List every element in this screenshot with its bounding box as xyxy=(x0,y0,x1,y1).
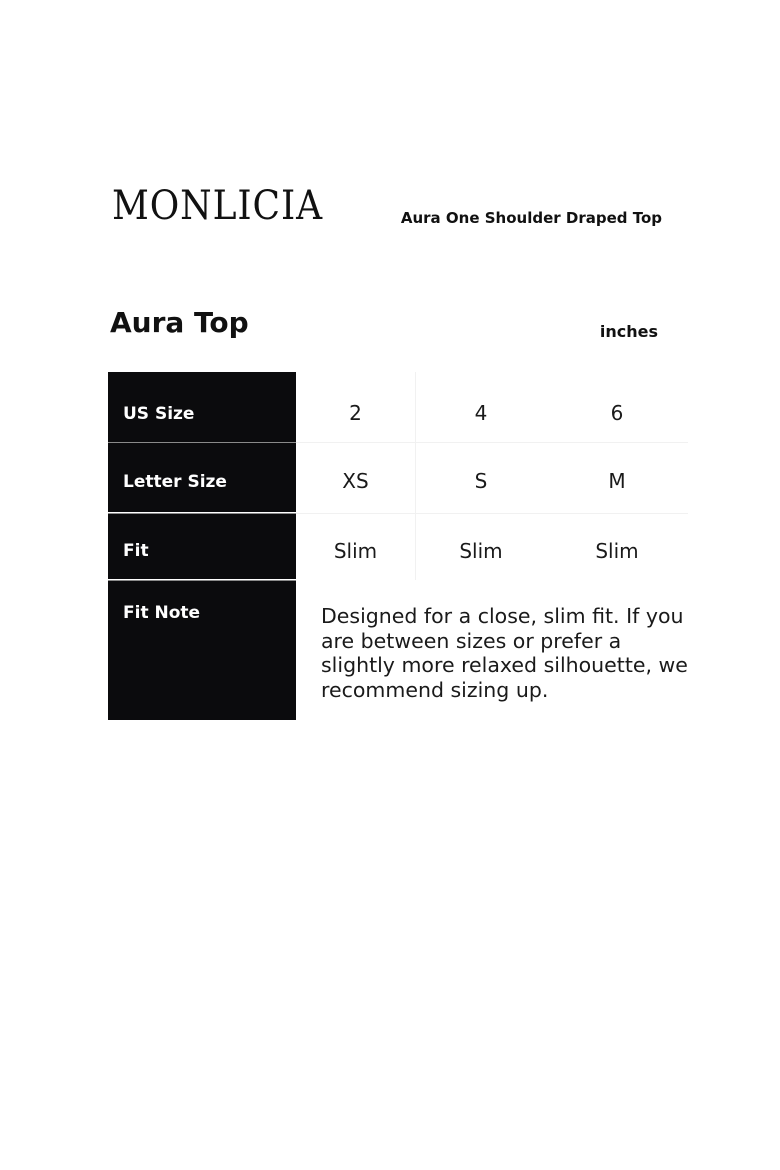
table-row-letter-size xyxy=(108,442,688,513)
table-row-fit xyxy=(108,513,688,580)
row-header-fit: Fit xyxy=(108,513,296,579)
row-header-letter-size: Letter Size xyxy=(108,442,296,512)
brand-logo: MONLICIA xyxy=(112,183,323,229)
row-header-us-size: US Size xyxy=(108,372,296,442)
cell-letter-size-3: M xyxy=(608,469,626,493)
cell-us-size-2: 4 xyxy=(474,401,488,425)
table-row-fit-note xyxy=(108,580,688,720)
cell-fit-2: Slim xyxy=(459,539,503,563)
cell-letter-size-1: XS xyxy=(296,443,416,513)
product-name: Aura One Shoulder Draped Top xyxy=(400,209,662,227)
fit-note-text: Designed for a close, slim fit. If you are between sizes or prefer a slightly more relaxed silhouette, we recommend sizing up. xyxy=(321,604,688,702)
cell-fit-1: Slim xyxy=(296,514,416,580)
row-header-fit-note: Fit Note xyxy=(108,580,296,720)
table-row-us-size xyxy=(108,372,688,442)
cell-fit-3: Slim xyxy=(595,539,639,563)
section-title: Aura Top xyxy=(110,306,249,339)
cell-us-size-3: 6 xyxy=(610,401,624,425)
size-chart-table xyxy=(108,372,688,720)
cell-us-size-1: 2 xyxy=(296,372,416,442)
cell-letter-size-2: S xyxy=(474,469,488,493)
unit-label: inches xyxy=(599,322,658,341)
